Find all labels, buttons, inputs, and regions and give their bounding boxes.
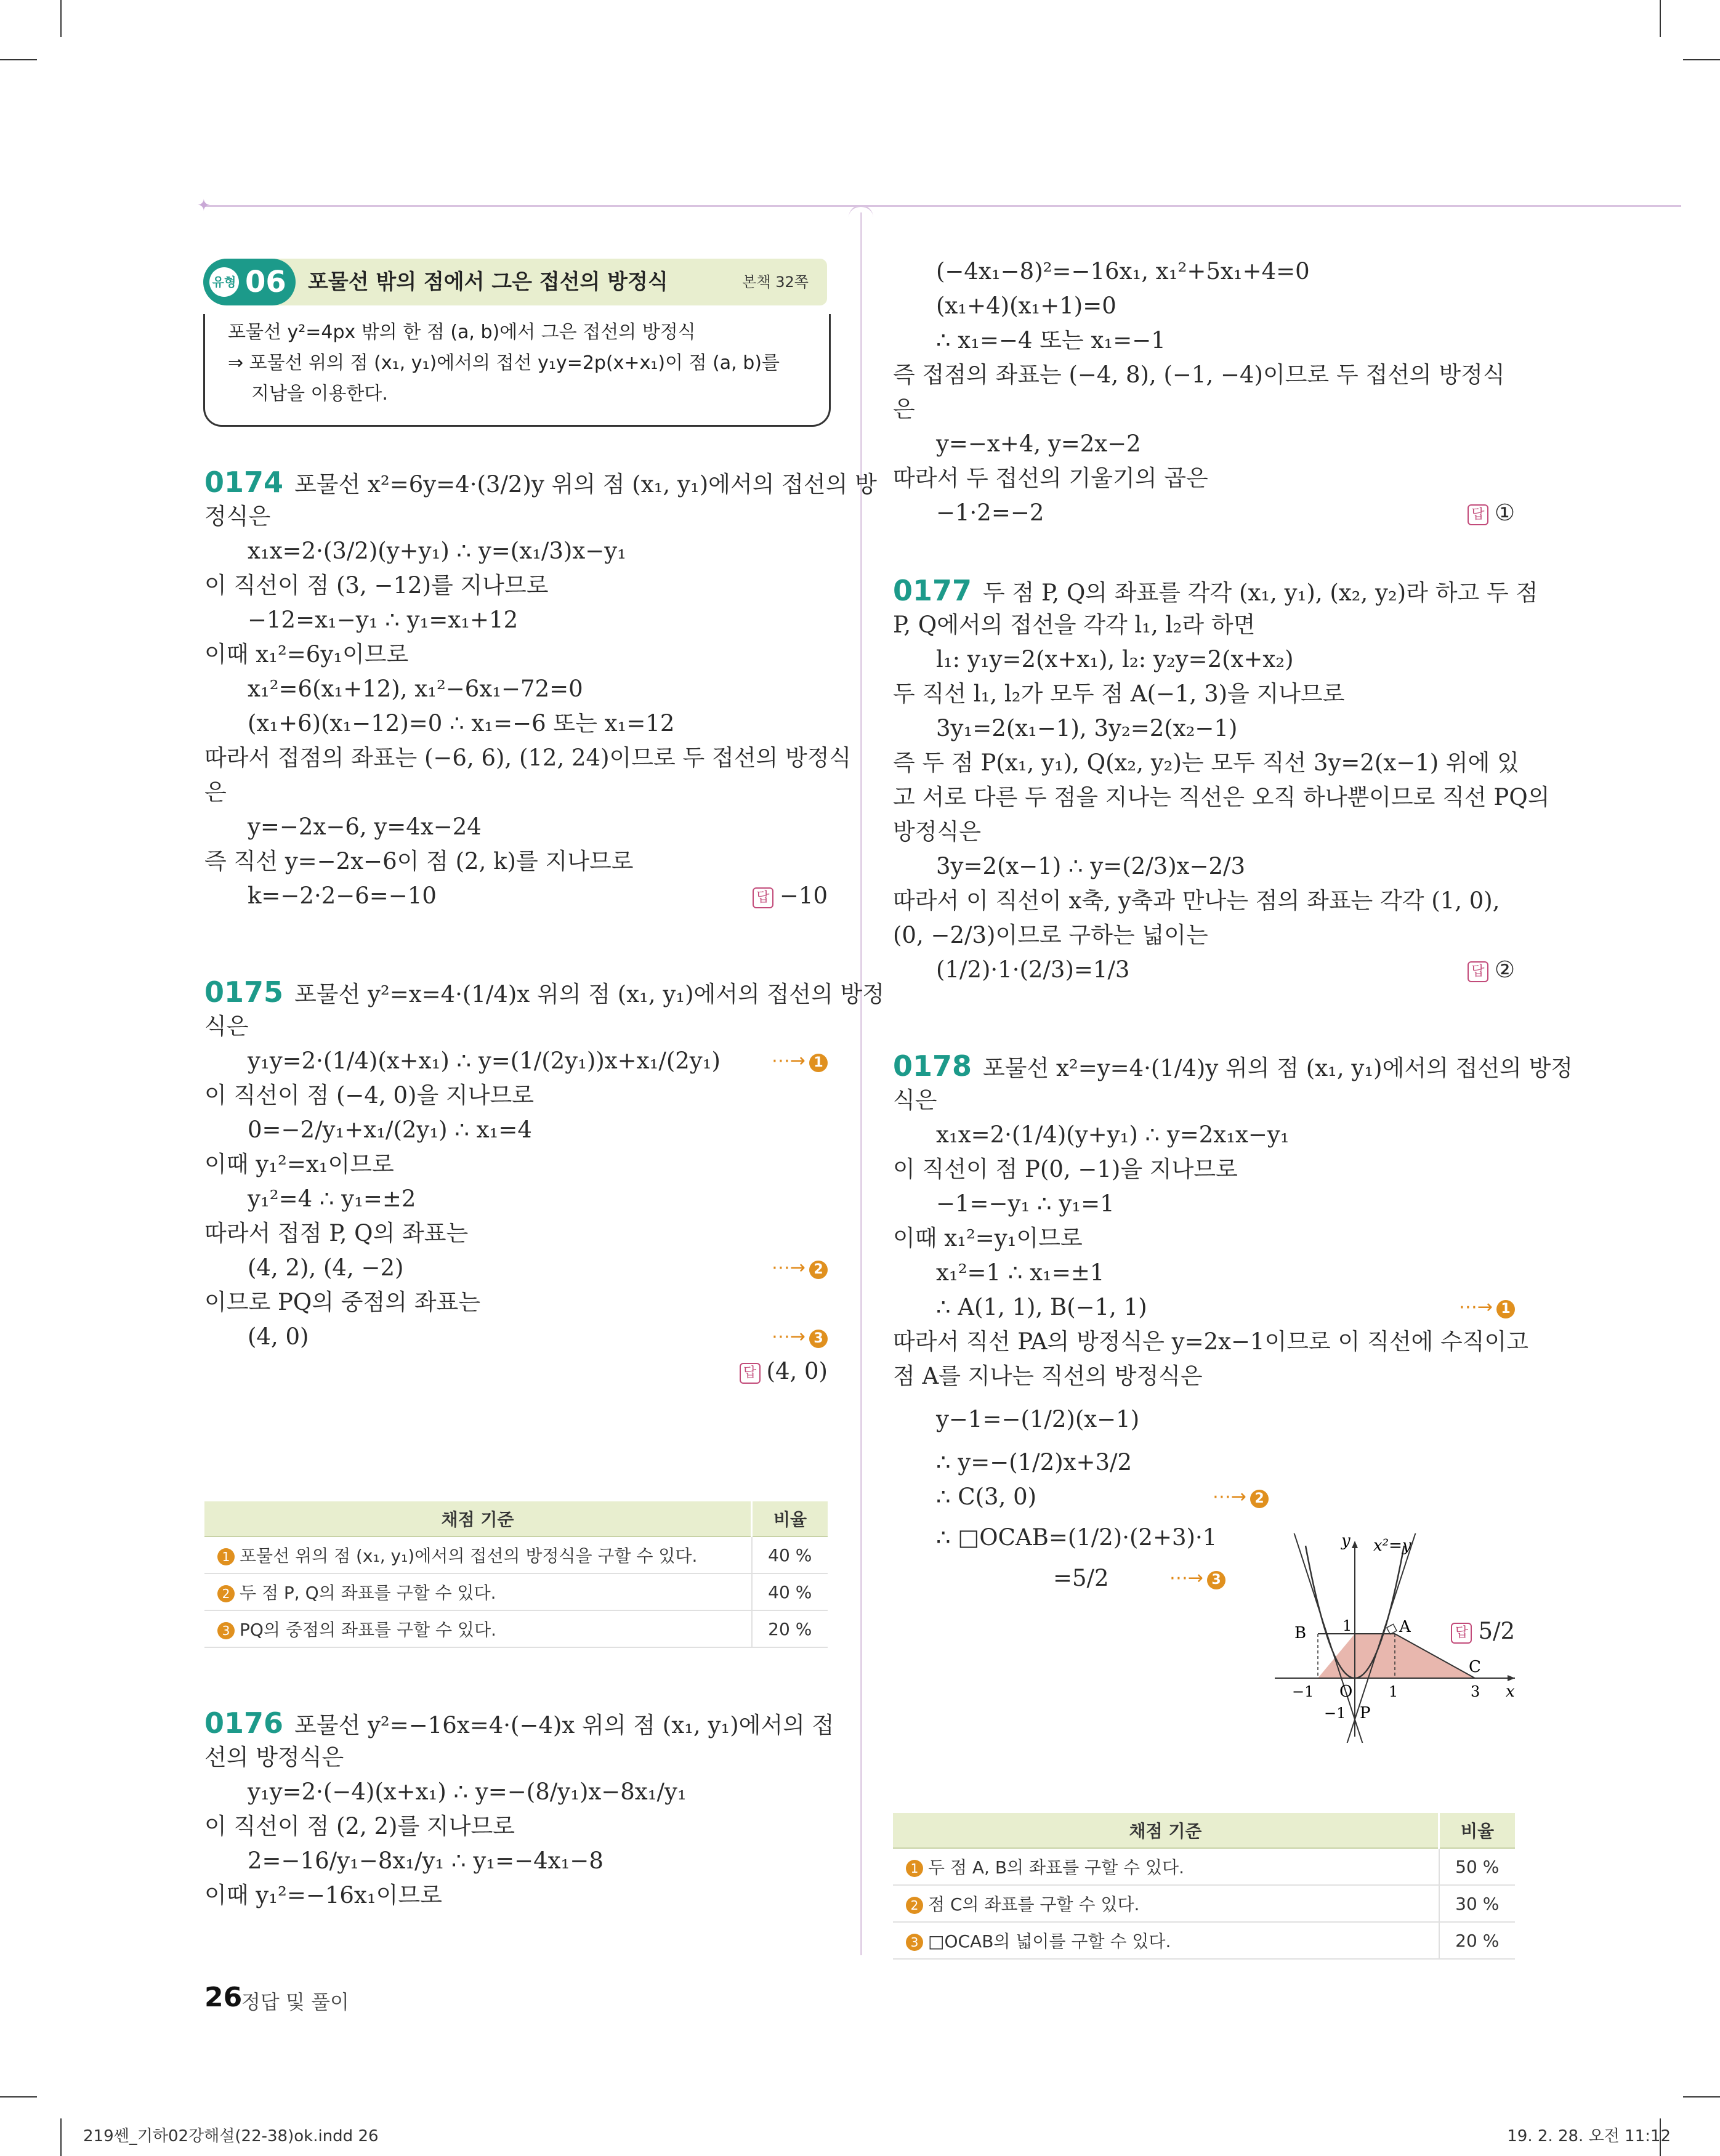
type-badge (203, 259, 296, 305)
text-line: 점 A를 지나는 직선의 방정식은 (893, 1363, 1203, 1389)
intro-line: ⇒ 포물선 위의 점 (x₁, y₁)에서의 접선 y₁y=2p(x+x₁)이 점 (a, b)를 (228, 352, 780, 374)
answer-icon: 답 (1451, 1623, 1472, 1644)
page-number: 26 (204, 1982, 243, 2013)
tick-label: 1 (1342, 1617, 1352, 1634)
problem-number: 0178 (893, 1049, 972, 1083)
crop-mark (1683, 2096, 1720, 2097)
table-header: 채점 기준 (204, 1501, 752, 1536)
text-line: 즉 직선 y=−2x−6이 점 (2, k)를 지나므로 (204, 848, 634, 874)
tick-label: 3 (1471, 1683, 1480, 1700)
point-p-label: P (1360, 1704, 1371, 1722)
tick-label: −1 (1292, 1683, 1314, 1700)
equation-line: ∴ C(3, 0) ⋯→ 2 (893, 1480, 1269, 1514)
book-reference: 본책 32쪽 (742, 273, 809, 291)
quadrilateral-ocab (1318, 1634, 1475, 1678)
answer-icon: 답 (1468, 961, 1488, 982)
equation-line: (1/2)·1·(2/3)=1/3 답 ② (893, 953, 1515, 987)
star-icon: ✦ (197, 196, 211, 215)
equation-line: 2=−16/y₁−8x₁/y₁ ∴ y₁=−4x₁−8 (248, 1847, 604, 1874)
text-line: (0, −2/3)이므로 구하는 넓이는 (893, 922, 1208, 948)
text-line: 선의 방정식은 (204, 1744, 344, 1770)
text-line: 이때 y₁²=x₁이므로 (204, 1151, 394, 1177)
answer: 답 5/2 (1451, 1614, 1515, 1649)
problem-number: 0175 (204, 975, 284, 1009)
equation-line: y=−x+4, y=2x−2 (936, 430, 1141, 457)
equation-line: −12=x₁−y₁ ∴ y₁=x₁+12 (248, 607, 519, 633)
x-axis-label: x (1506, 1682, 1515, 1701)
equation-line: 3y₁=2(x₁−1), 3y₂=2(x₂−1) (936, 715, 1238, 741)
table-row: 3 PQ의 중점의 좌표를 구할 수 있다. 20 % (204, 1610, 828, 1647)
text-line: 방정식은 (893, 818, 981, 845)
problem-0174-line: 0174 포물선 x²=6y=4·(3/2)y 위의 점 (x₁, y₁)에서의 접선의 방 (204, 466, 877, 499)
table-header: 비율 (1439, 1813, 1516, 1848)
answer: 답 ① (1468, 496, 1515, 530)
curve-label: x²=y (1373, 1536, 1411, 1555)
text-line: 두 직선 l₁, l₂가 모두 점 A(−1, 3)을 지나므로 (893, 680, 1345, 707)
table-row: 3 □OCAB의 넓이를 구할 수 있다. 20 % (893, 1922, 1515, 1959)
column-hook (849, 205, 873, 232)
equation-line: l₁: y₁y=2(x+x₁), l₂: y₂y=2(x+x₂) (936, 646, 1294, 672)
equation-line: −1·2=−2 답 ① (893, 496, 1515, 530)
crop-mark (0, 2096, 37, 2097)
crop-mark (1660, 0, 1661, 37)
y-axis-arrow (1352, 1541, 1358, 1548)
table-row: 2 두 점 P, Q의 좌표를 구할 수 있다. 40 % (204, 1573, 828, 1610)
step-marker: ⋯→ 3 (772, 1320, 828, 1354)
equation-line: x₁²=6(x₁+12), x₁²−6x₁−72=0 (248, 676, 583, 702)
problem-0176-line: 0176 포물선 y²=−16x=4·(−4)x 위의 점 (x₁, y₁)에서의 접 (204, 1706, 834, 1740)
crop-mark (1683, 59, 1720, 60)
equation-line: x₁²=1 ∴ x₁=±1 (936, 1259, 1105, 1286)
text-line: 따라서 두 접선의 기울기의 곱은 (893, 465, 1208, 491)
step-marker: ⋯→ 1 (772, 1044, 828, 1078)
x-axis-arrow (1508, 1675, 1515, 1681)
type-banner (203, 259, 827, 305)
file-slug: 219쎈_기하02강해설(22-38)ok.indd 26 (83, 2127, 379, 2146)
type-tag: 유형 (209, 267, 239, 297)
text-line: 따라서 접점 P, Q의 좌표는 (204, 1220, 469, 1246)
equation-line: =5/2 ⋯→ 3 (893, 1561, 1225, 1596)
answer-icon: 답 (753, 887, 773, 908)
step-marker: ⋯→ 1 (1459, 1290, 1515, 1325)
equation-line: y₁y=2·(1/4)(x+x₁) ∴ y=(1/(2y₁))x+x₁/(2y₁) ⋯→ 1 (204, 1044, 828, 1078)
problem-0178-line: 0178 포물선 x²=y=4·(1/4)y 위의 점 (x₁, y₁)에서의 접선의 방정 (893, 1049, 1573, 1083)
equation-line: −1=−y₁ ∴ y₁=1 (936, 1190, 1115, 1217)
text-line: 즉 두 점 P(x₁, y₁), Q(x₂, y₂)는 모두 직선 3y=2(x−1) 위에 있 (893, 749, 1519, 776)
text-line: 이때 x₁²=y₁이므로 (893, 1225, 1083, 1251)
equation-line: ∴ A(1, 1), B(−1, 1) ⋯→ 1 (893, 1290, 1515, 1325)
header-rule (203, 205, 1681, 207)
equation-line: y₁²=4 ∴ y₁=±2 (248, 1185, 416, 1212)
intro-text (228, 317, 780, 410)
crop-mark (60, 2118, 62, 2156)
equation-line: y₁y=2·(−4)(x+x₁) ∴ y=−(8/y₁)x−8x₁/y₁ (248, 1778, 687, 1805)
equation-line: (4, 2), (4, −2) ⋯→ 2 (204, 1251, 828, 1285)
text-line: 정식은 (204, 503, 271, 530)
table-row: 1 두 점 A, B의 좌표를 구할 수 있다. 50 % (893, 1848, 1515, 1885)
step-marker: ⋯→ 2 (772, 1251, 828, 1285)
table-header: 비율 (752, 1501, 828, 1536)
answer: 답 ② (1468, 953, 1515, 987)
text-line: 따라서 이 직선이 x축, y축과 만나는 점의 좌표는 각각 (1, 0), (893, 887, 1500, 914)
text-line: 이 직선이 점 (2, 2)를 지나므로 (204, 1813, 515, 1839)
text-line: 이 직선이 점 (3, −12)를 지나므로 (204, 572, 549, 599)
text-line: 이 직선이 점 P(0, −1)을 지나므로 (893, 1156, 1238, 1182)
point-b-label: B (1294, 1624, 1307, 1642)
equation-line: 3y=2(x−1) ∴ y=(2/3)x−2/3 (936, 853, 1246, 879)
left-column (204, 465, 885, 1389)
intro-line: 지남을 이용한다. (251, 383, 388, 405)
point-a-label: A (1399, 1618, 1411, 1636)
equation-line: (x₁+6)(x₁−12)=0 ∴ x₁=−6 또는 x₁=12 (248, 710, 675, 737)
equation-line: (x₁+4)(x₁+1)=0 (936, 293, 1116, 319)
text-line: 식은 (204, 1013, 249, 1040)
type-title: 포물선 밖의 점에서 그은 접선의 방정식 (308, 270, 668, 294)
problem-0177-line: 0177 두 점 P, Q의 좌표를 각각 (x₁, y₁), (x₂, y₂)라 하고 두 점 (893, 574, 1538, 607)
crop-mark (60, 0, 62, 37)
text-line: 은 (893, 396, 915, 422)
text-line: 이 직선이 점 (−4, 0)을 지나므로 (204, 1082, 534, 1108)
intro-line: 포물선 y²=4px 밖의 한 점 (a, b)에서 그은 접선의 방정식 (228, 321, 696, 343)
y-axis-label: y (1341, 1533, 1351, 1550)
answer: 답 (4, 0) (740, 1354, 828, 1389)
type-number: 06 (245, 265, 286, 299)
problem-number: 0177 (893, 574, 972, 607)
text-line: 따라서 접점의 좌표는 (−6, 6), (12, 24)이므로 두 접선의 방정식 (204, 745, 852, 771)
problem-number: 0176 (204, 1706, 284, 1740)
equation-line: y=−2x−6, y=4x−24 (248, 814, 482, 840)
text-line: 은 (204, 779, 227, 805)
table-header: 채점 기준 (893, 1813, 1439, 1848)
answer-icon: 답 (740, 1363, 761, 1384)
text-line: 식은 (893, 1087, 937, 1113)
table-row: 1 포물선 위의 점 (x₁, y₁)에서의 접선의 방정식을 구할 수 있다. 40 % (204, 1536, 828, 1573)
point-c-label: C (1469, 1658, 1481, 1676)
step-marker: ⋯→ 3 (1169, 1561, 1225, 1596)
scoring-table-1 (204, 1501, 828, 1648)
step-marker: ⋯→ 2 (1213, 1480, 1269, 1514)
text-line: P, Q에서의 접선을 각각 l₁, l₂라 하면 (893, 612, 1256, 638)
equation-line: (4, 0) ⋯→ 3 (204, 1320, 828, 1354)
text-line: 이때 y₁²=−16x₁이므로 (204, 1882, 442, 1908)
text-line: 고 서로 다른 두 점을 지나는 직선은 오직 하나뿐이므로 직선 PQ의 (893, 784, 1550, 810)
text-line: 따라서 직선 PA의 방정식은 y=2x−1이므로 이 직선에 수직이고 (893, 1328, 1528, 1355)
answer-icon: 답 (1468, 504, 1488, 525)
print-date: 19. 2. 28. 오전 11:12 (1507, 2127, 1671, 2146)
table-row: 2 점 C의 좌표를 구할 수 있다. 30 % (893, 1885, 1515, 1922)
tick-label: 1 (1389, 1683, 1399, 1700)
equation-line: k=−2·2−6=−10 답 −10 (204, 879, 828, 913)
equation-line: y−1=−(1/2)(x−1) (936, 1406, 1140, 1432)
equation-line: ∴ x₁=−4 또는 x₁=−1 (936, 327, 1166, 353)
problem-number: 0174 (204, 466, 284, 499)
text-line: 즉 접점의 좌표는 (−4, 8), (−1, −4)이므로 두 접선의 방정식 (893, 361, 1505, 388)
problem-0175-line: 0175 포물선 y²=x=4·(1/4)x 위의 점 (x₁, y₁)에서의 접선의 방정 (204, 975, 885, 1009)
tick-label: −1 (1324, 1705, 1346, 1722)
right-angle-mark (1387, 1624, 1397, 1634)
answer-line (204, 1354, 828, 1389)
scoring-table-2 (893, 1813, 1515, 1960)
equation-line: (−4x₁−8)²=−16x₁, x₁²+5x₁+4=0 (936, 258, 1310, 285)
equation-line: x₁x=2·(1/4)(y+y₁) ∴ y=2x₁x−y₁ (936, 1121, 1290, 1148)
equation-line: 0=−2/y₁+x₁/(2y₁) ∴ x₁=4 (248, 1116, 532, 1143)
text-line: 이므로 PQ의 중점의 좌표는 (204, 1289, 480, 1315)
equation-line: x₁x=2·(3/2)(y+y₁) ∴ y=(x₁/3)x−y₁ (248, 538, 626, 564)
equation-line: ∴ □OCAB=(1/2)·(2+3)·1 (936, 1524, 1217, 1551)
origin-label: O (1339, 1682, 1353, 1701)
crop-mark (0, 59, 37, 60)
text-line: 이때 x₁²=6y₁이므로 (204, 641, 409, 668)
left-column-bottom (204, 1706, 834, 1913)
right-column (893, 254, 1573, 1649)
parabola-figure (1262, 1533, 1521, 1743)
equation-line: ∴ y=−(1/2)x+3/2 (936, 1449, 1133, 1476)
footer-label: 정답 및 풀이 (241, 1990, 349, 2014)
answer: 답 −10 (753, 879, 828, 913)
